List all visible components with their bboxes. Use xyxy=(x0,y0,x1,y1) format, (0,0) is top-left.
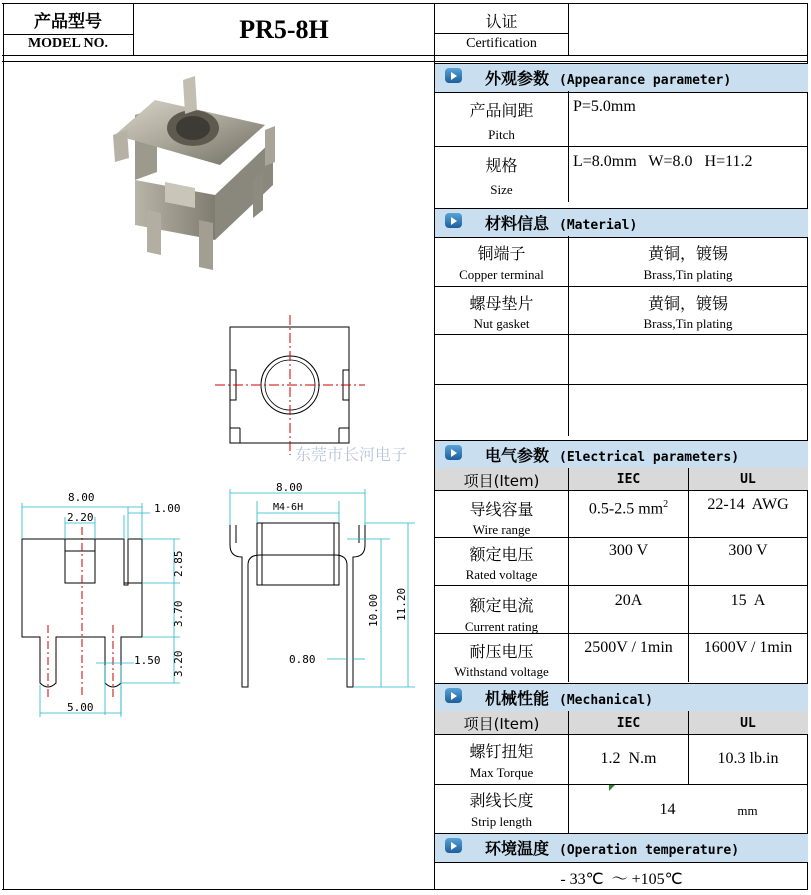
strip-label-en: Strip length xyxy=(470,814,533,829)
elec-col-item: 项目(Item) xyxy=(463,472,540,490)
front-dim-pitch: 5.00 xyxy=(67,701,94,714)
appearance-title-cn: 外观参数 xyxy=(485,69,550,88)
cert-label-en: Certification xyxy=(466,36,537,51)
mechanical-title-cn: 机械性能 xyxy=(485,689,550,708)
model-label-cn: 产品型号 xyxy=(34,12,102,32)
withstand-label-cn: 耐压电压 xyxy=(469,642,534,661)
cert-value xyxy=(569,4,807,55)
material-title-cn: 材料信息 xyxy=(485,214,550,233)
appearance-title-en: (Appearance parameter) xyxy=(559,73,732,88)
electrical-title-cn: 电气参数 xyxy=(485,446,550,465)
copper-label-cn: 铜端子 xyxy=(477,244,526,263)
withstand-iec: 2500V / 1min xyxy=(584,639,673,656)
side-dim-pin: 0.80 xyxy=(289,653,316,666)
side-dim-h-inner: 10.00 xyxy=(367,593,380,627)
copper-value-en: Brass,Tin plating xyxy=(643,267,733,282)
model-label-en: MODEL NO. xyxy=(27,36,109,51)
section-arrow-icon xyxy=(445,688,462,703)
front-dim-tab: 1.00 xyxy=(154,502,181,515)
side-dim-thread: M4-6H xyxy=(273,502,304,513)
rated-voltage-iec: 300 V xyxy=(608,542,649,559)
torque-ul: 10.3 lb.in xyxy=(717,750,779,767)
current-rating-iec: 20A xyxy=(614,592,643,609)
torque-label-en: Max Torque xyxy=(469,765,534,780)
current-rating-label-en: Current rating xyxy=(464,619,539,634)
strip-unit: mm xyxy=(737,803,758,818)
pitch-value: P=5.0mm xyxy=(573,98,636,115)
pitch-label-cn: 产品间距 xyxy=(469,101,534,120)
side-dim-h-total: 11.20 xyxy=(395,587,408,621)
size-label-en: Size xyxy=(490,182,513,197)
appearance-section-header xyxy=(435,63,808,93)
wire-range-iec-sup: 2 xyxy=(663,499,669,510)
wire-range-iec xyxy=(569,499,688,518)
wire-range-label-cn: 导线容量 xyxy=(469,500,534,519)
current-rating-label-cn: 额定电流 xyxy=(469,596,534,615)
pitch-label-en: Pitch xyxy=(488,127,515,142)
material-section-header xyxy=(435,208,808,238)
nut-value-cn: 黄铜，镀锡 xyxy=(647,294,728,313)
size-value: L=8.0mm W=8.0 H=11.2 xyxy=(573,153,753,170)
size-label-cn: 规格 xyxy=(485,156,518,175)
mech-col-iec: IEC xyxy=(616,716,641,731)
rated-voltage-label-cn: 额定电压 xyxy=(469,545,534,564)
current-rating-ul: 15 A xyxy=(730,592,766,609)
temperature-section-header xyxy=(435,833,808,863)
section-arrow-icon xyxy=(445,445,462,460)
copper-value-cn: 黄铜，镀锡 xyxy=(647,244,728,263)
strip-value: 14 xyxy=(659,801,676,818)
nut-label-en: Nut gasket xyxy=(473,316,530,331)
mechanical-title-en: (Mechanical) xyxy=(559,693,653,708)
side-dim-width: 8.00 xyxy=(276,481,303,494)
section-arrow-icon xyxy=(445,213,462,228)
torque-label-cn: 螺钉扭矩 xyxy=(469,742,534,761)
front-dim-h2: 3.70 xyxy=(172,600,185,627)
electrical-title-en: (Electrical parameters) xyxy=(559,450,740,465)
material-title-en: (Material) xyxy=(559,218,638,233)
cell-corner-marker xyxy=(609,785,615,791)
wire-range-iec-value: 0.5-2.5 mm xyxy=(588,500,664,518)
cert-label-cn: 认证 xyxy=(485,12,518,31)
copper-label-en: Copper terminal xyxy=(459,267,544,282)
rated-voltage-ul: 300 V xyxy=(728,542,768,559)
temperature-title-cn: 环境温度 xyxy=(485,839,550,858)
temperature-title-en: (Operation temperature) xyxy=(559,843,740,858)
side-view-drawing xyxy=(215,475,420,720)
section-arrow-icon xyxy=(445,838,462,853)
mech-col-ul: UL xyxy=(740,716,756,731)
rated-voltage-label-en: Rated voltage xyxy=(465,567,538,582)
watermark: 东莞市长河电子 xyxy=(295,445,408,464)
product-photo xyxy=(95,70,295,280)
mechanical-section-header xyxy=(435,683,808,713)
withstand-label-en: Withstand voltage xyxy=(454,664,549,679)
front-dim-h3: 3.20 xyxy=(172,650,185,677)
elec-col-iec: IEC xyxy=(616,472,641,487)
front-dim-width: 8.00 xyxy=(68,491,95,504)
nut-label-cn: 螺母垫片 xyxy=(469,294,534,313)
mech-col-item: 项目(Item) xyxy=(463,715,540,733)
strip-label-cn: 剥线长度 xyxy=(469,791,534,810)
wire-range-label-en: Wire range xyxy=(472,522,531,537)
section-arrow-icon xyxy=(445,68,462,83)
nut-value-en: Brass,Tin plating xyxy=(643,316,733,331)
torque-iec: 1.2 N.m xyxy=(600,750,657,767)
electrical-section-header xyxy=(435,440,808,470)
front-view-drawing xyxy=(10,485,210,720)
elec-col-ul: UL xyxy=(740,472,756,487)
temperature-value: - 33℃ ～ +105℃ xyxy=(560,871,683,888)
withstand-ul: 1600V / 1min xyxy=(703,639,793,656)
front-dim-h1: 2.85 xyxy=(172,550,185,577)
front-dim-slot: 2.20 xyxy=(67,511,94,524)
front-dim-pin: 1.50 xyxy=(134,654,161,667)
top-view-drawing xyxy=(210,310,370,460)
model-value: PR5-8H xyxy=(239,14,329,44)
wire-range-ul: 22-14 AWG xyxy=(707,496,789,513)
